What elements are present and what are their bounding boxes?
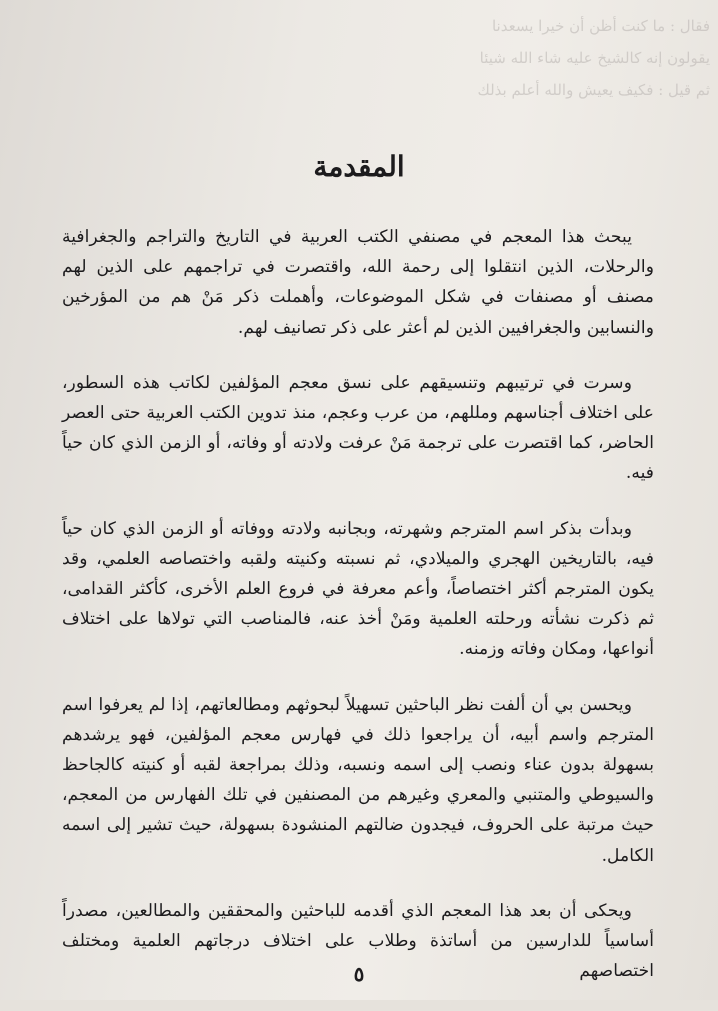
body-text: [62, 222, 654, 1011]
page-title: المقدمة: [313, 150, 405, 183]
bleed-line: يقولون إنه كالشيخ عليه شاء الله شيئا: [479, 49, 710, 67]
bleed-line: فقال : ما كنت أظن أن خيرا يسعدنا: [491, 17, 710, 35]
paragraph-5: ويحكى أن بعد هذا المعجم الذي أقدمه للباحثين والمحققين والمطالعين، مصدراً أساسياً للدارسين من أساتذة وطلاب على اختلاف درجاتهم العلمية ومختلف اختصاصهم: [62, 900, 654, 982]
paragraph-4: ويحسن بي أن ألفت نظر الباحثين تسهيلاً لبحوثهم ومطالعاتهم، إذا لم يعرفوا اسم المترجم واسم أبيه، أن يراجعوا ذلك في فهارس معجم المؤلفين، فهو يرشدهم بسهولة بدون عناء ونصب إلى اسمه ونسبه، وذلك بمراجعة لقبه أو كنيته كالجاحظ والسيوطي والمتنبي والمعري وغيرهم من المصنفين في تلك الفهارس من المعجم، حيث مرتبة على الحروف، فيجدون ضالتهم المنشودة بسهولة، حيث تشير إلى اسمه الكامل.: [62, 694, 654, 866]
paragraph-2: وسرت في ترتيبهم وتنسيقهم على نسق معجم المؤلفين لكاتب هذه السطور، على اختلاف أجناسهم ومللهم، من عرب وعجم، منذ تدوين الكتب العربية حتى العصر الحاضر، كما اقتصرت على ترجمة مَنْ عرفت ولادته أو وفاته، أو الزمن الذي كان حياً فيه.: [62, 372, 654, 484]
paragraph-3: وبدأت بذكر اسم المترجم وشهرته، وبجانبه ولادته ووفاته أو الزمن الذي كان حياً فيه، بالتاريخين الهجري والميلادي، ثم نسبته وكنيته ولقبه واختصاصه العلمي، وقد يكون المترجم أكثر اختصاصاً، وأعم معرفة في فروع العلم الأخرى، كأكثر القدامى، ثم ذكرت نشأته ورحلته العلمية ومَنْ أخذ عنه، فالمناصب التي تولاها على اختلاف أنواعها، ومكان وفاته وزمنه.: [62, 518, 654, 660]
bleed-through-text: [330, 10, 710, 130]
page-number: ٥: [353, 962, 365, 986]
paragraph-1: يبحث هذا المعجم في مصنفي الكتب العربية في التاريخ والتراجم والجغرافية والرحلات، الذين انتقلوا إلى رحمة الله، واقتصرت في تراجمهم على الذين لهم مصنف أو مصنفات في شكل الموضوعات، وأهملت ذكر مَنْ هم من المؤرخين والنسابين والجغرافيين الذين لم أعثر على ذكر تصانيف لهم.: [62, 227, 654, 338]
bleed-line: ثم قيل : فكيف يعيش والله أعلم بذلك: [477, 81, 710, 99]
